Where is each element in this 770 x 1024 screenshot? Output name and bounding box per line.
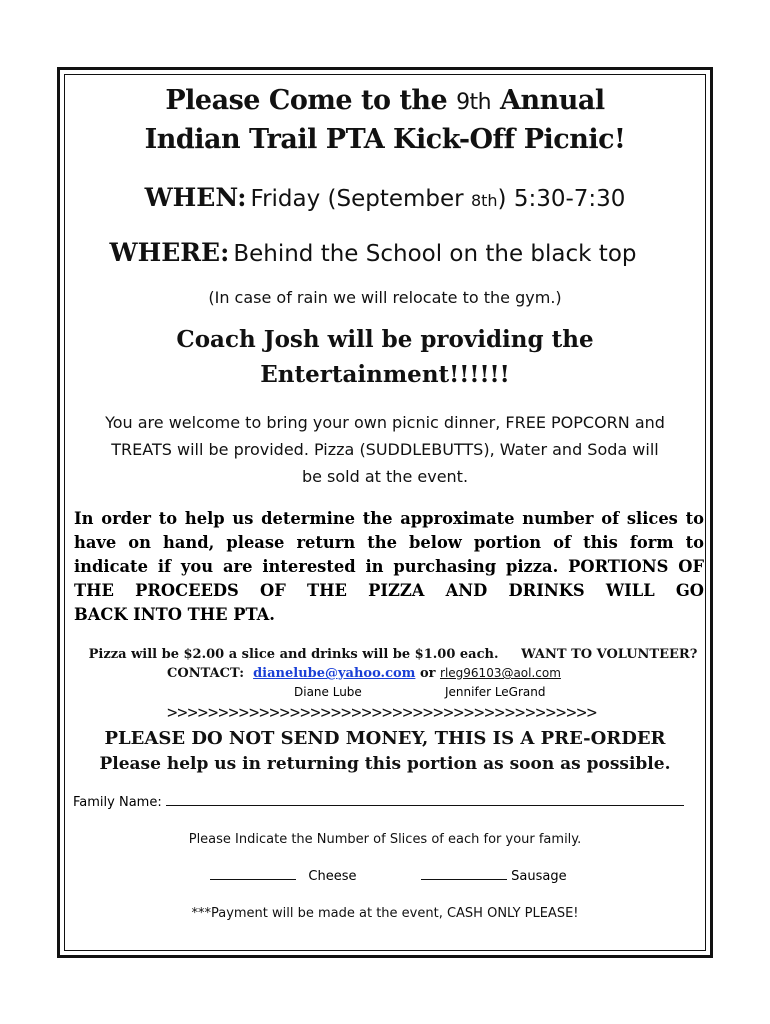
welcome-line-2: TREATS will be provided. Pizza (SUDDLEBUTTS), Water and Soda will — [111, 440, 659, 459]
family-name-row — [73, 795, 684, 810]
welcome-line-3: be sold at the event. — [301, 467, 469, 486]
where-label: WHERE: — [109, 238, 230, 267]
payment-note: ***Payment will be made at the event, CASH ONLY PLEASE! — [191, 906, 579, 921]
when-label: WHEN: — [144, 183, 247, 212]
title-ordinal: 9th — [456, 90, 492, 115]
when-ordinal: 8th — [470, 191, 498, 210]
volunteer-heading: WANT TO VOLUNTEER? — [521, 647, 698, 662]
order-line-1: In order to help us determine the approximate number of slices to — [74, 509, 704, 528]
order-line-3: indicate if you are interested in purchasing pizza. PORTIONS OF — [74, 557, 704, 576]
indicate-instruction: Please Indicate the Number of Slices of each for your family. — [188, 832, 582, 847]
order-line-2: have on hand, please return the below portion of this form to — [74, 533, 704, 552]
title-prefix: Please Come to the — [165, 85, 457, 116]
return-request: Please help us in returning this portion as soon as possible. — [99, 754, 671, 774]
where-line — [0, 238, 758, 267]
where-value: Behind the School on the black top — [233, 241, 637, 267]
contact-label: CONTACT: — [167, 666, 245, 681]
coach-line-2: Entertainment!!!!!! — [260, 361, 510, 388]
welcome-line-1: You are welcome to bring your own picnic dinner, FREE POPCORN and — [105, 413, 665, 432]
when-line — [0, 183, 770, 212]
sausage-label: Sausage — [511, 869, 567, 884]
contact-line: CONTACT: dianelube@yahoo.com or rleg96103@aol.com — [167, 666, 561, 681]
rain-note: (In case of rain we will relocate to the gym.) — [208, 288, 562, 307]
email-link-jennifer[interactable]: rleg96103@aol.com — [440, 666, 561, 680]
family-name-blank[interactable] — [166, 804, 684, 806]
when-value: Friday (September 8th) 5:30-7:30 — [250, 186, 626, 212]
cheese-row — [210, 869, 357, 884]
sausage-blank[interactable] — [421, 878, 507, 880]
cheese-label: Cheese — [308, 869, 357, 884]
no-money-notice: PLEASE DO NOT SEND MONEY, THIS IS A PRE-ORDER — [104, 728, 666, 749]
title-line-2: Indian Trail PTA Kick-Off Picnic! — [144, 124, 626, 155]
order-line-4: THE PROCEEDS OF THE PIZZA AND DRINKS WILL GO — [74, 581, 704, 600]
sausage-row — [421, 869, 567, 884]
family-name-label: Family Name: — [73, 795, 162, 810]
coach-line-1: Coach Josh will be providing the — [176, 326, 594, 353]
order-line-5: BACK INTO THE PTA. — [74, 605, 275, 624]
contact-name-diane: Diane Lube — [294, 685, 362, 699]
contact-name-jennifer: Jennifer LeGrand — [445, 685, 546, 699]
title-line-1 — [0, 85, 770, 116]
email-link-diane[interactable]: dianelube@yahoo.com — [253, 666, 416, 681]
prices-line — [8, 647, 770, 662]
cheese-blank[interactable] — [210, 878, 296, 880]
title-suffix: Annual — [491, 85, 605, 116]
prices-text: Pizza will be $2.00 a slice and drinks will be $1.00 each. — [88, 647, 499, 662]
cut-line-arrows: >>>>>>>>>>>>>>>>>>>>>>>>>>>>>>>>>>>>>>>>>> — [167, 703, 597, 723]
